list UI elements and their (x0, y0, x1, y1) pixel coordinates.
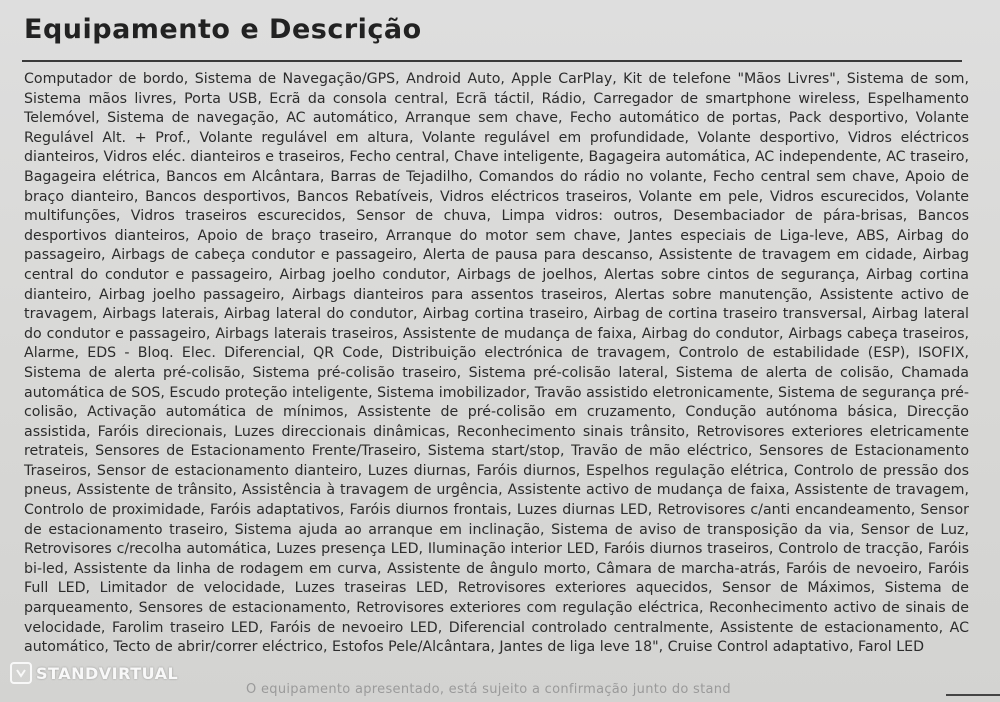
watermark (10, 662, 178, 684)
title-divider (22, 60, 962, 62)
watermark-text: STANDVIRTUAL (36, 663, 179, 683)
bottom-divider (946, 694, 1000, 696)
equipment-list-text: Computador de bordo, Sistema de Navegação/GPS, Android Auto, Apple CarPlay, Kit de telefone "Mãos Livres", Sistema de som, Sistema mãos livres, Porta USB, Ecrã da consola central, Ecrã táctil, Rádio, Carregador de smartphone wireless, Espelhamento Telemóvel, Sistema de navegação, AC automático, Arranque sem chave, Fecho automático de portas, Pack desportivo, Volante Regulável Alt. + Prof., Volante regulável em altura, Volante regulável em profundidade, Volante desportivo, Vidros eléctricos dianteiros, Vidros eléc. dianteiros e traseiros, Fecho central, Chave inteligente, Bagageira automática, AC independente, AC traseiro, Bagageira elétrica, Bancos em Alcântara, Barras de Tejadilho, Comandos do rádio no volante, Fecho central sem chave, Apoio de braço dianteiro, Bancos desportivos, Bancos Rebatíveis, Vidros eléctricos traseiros, Volante em pele, Vidros escurecidos, Volante multifunções, Vidros traseiros escurecidos, Sensor de chuva, Limpa vidros: outros, Desembaciador de pára-brisas, Bancos desportivos dianteiros, Apoio de braço traseiro, Arranque do motor sem chave, Jantes especiais de Liga-leve, ABS, Airbag do passageiro, Airbags de cabeça condutor e passageiro, Alerta de pausa para descanso, Assistente de travagem em cidade, Airbag central do condutor e passageiro, Airbag joelho condutor, Airbags de joelhos, Alertas sobre cintos de segurança, Airbag cortina dianteiro, Airbag joelho passageiro, Airbags dianteiros para assentos traseiros, Alertas sobre manutenção, Assistente activo de travagem, Airbags laterais, Airbag lateral do condutor, Airbag cortina traseiro, Airbag de cortina traseiro transversal, Airbag lateral do condutor e passageiro, Airbags laterais traseiros, Assistente de mudança de faixa, Airbag do condutor, Airbags cabeça traseiros, Alarme, EDS - Bloq. Elec. Diferencial, QR Code, Distribuição electrónica de travagem, Controlo de estabilidade (ESP), ISOFIX, Sistema de alerta pré-colisão, Sistema pré-colisão traseiro, Sistema pré-colisão lateral, Sistema de alerta de colisão, Chamada automática de SOS, Escudo proteção inteligente, Sistema imobilizador, Travão assistido eletronicamente, Sistema de segurança pré-colisão, Activação automática de mínimos, Assistente de pré-colisão em cruzamento, Condução autónoma básica, Direcção assistida, Faróis direcionais, Luzes direccionais dinâmicas, Reconhecimento sinais trânsito, Retrovisores exteriores eletricamente retrateis, Sensores de Estacionamento Frente/Traseiro, Sistema start/stop, Travão de mão eléctrico, Sensores de Estacionamento Traseiros, Sensor de estacionamento dianteiro, Luzes diurnas, Faróis diurnos, Espelhos regulação elétrica, Controlo de pressão dos pneus, Assistente de trânsito, Assistência à travagem de urgência, Assistente activo de mudança de faixa, Assistente de travagem, Controlo de proximidade, Faróis adaptativos, Faróis diurnos frontais, Luzes diurnas LED, Retrovisores c/anti encandeamento, Sensor de estacionamento traseiro, Sistema ajuda ao arranque em inclinação, Sistema de aviso de transposição da via, Sensor de Luz, Retrovisores c/recolha automática, Luzes presença LED, Iluminação interior LED, Faróis diurnos traseiros, Controlo de tracção, Faróis bi-led, Assistente da linha de rodagem em curva, Assistente de ângulo morto, Câmara de marcha-atrás, Faróis de nevoeiro, Faróis Full LED, Limitador de velocidade, Luzes traseiras LED, Retrovisores exteriores aquecidos, Sensor de Máximos, Sistema de parqueamento, Sensores de estacionamento, Retrovisores exteriores com regulação eléctrica, Reconhecimento activo de sinais de velocidade, Farolim traseiro LED, Faróis de nevoeiro LED, Diferencial controlado centralmente, Assistente de estacionamento, AC automático, Tecto de abrir/correr eléctrico, Estofos Pele/Alcântara, Jantes de liga leve 18", Cruise Control adaptativo, Farol LED (24, 71, 969, 656)
section-title: Equipamento e Descrição (24, 14, 422, 45)
disclaimer-text: O equipamento apresentado, está sujeito a confirmação junto do stand (246, 682, 731, 697)
standvirtual-logo-icon (10, 662, 32, 684)
